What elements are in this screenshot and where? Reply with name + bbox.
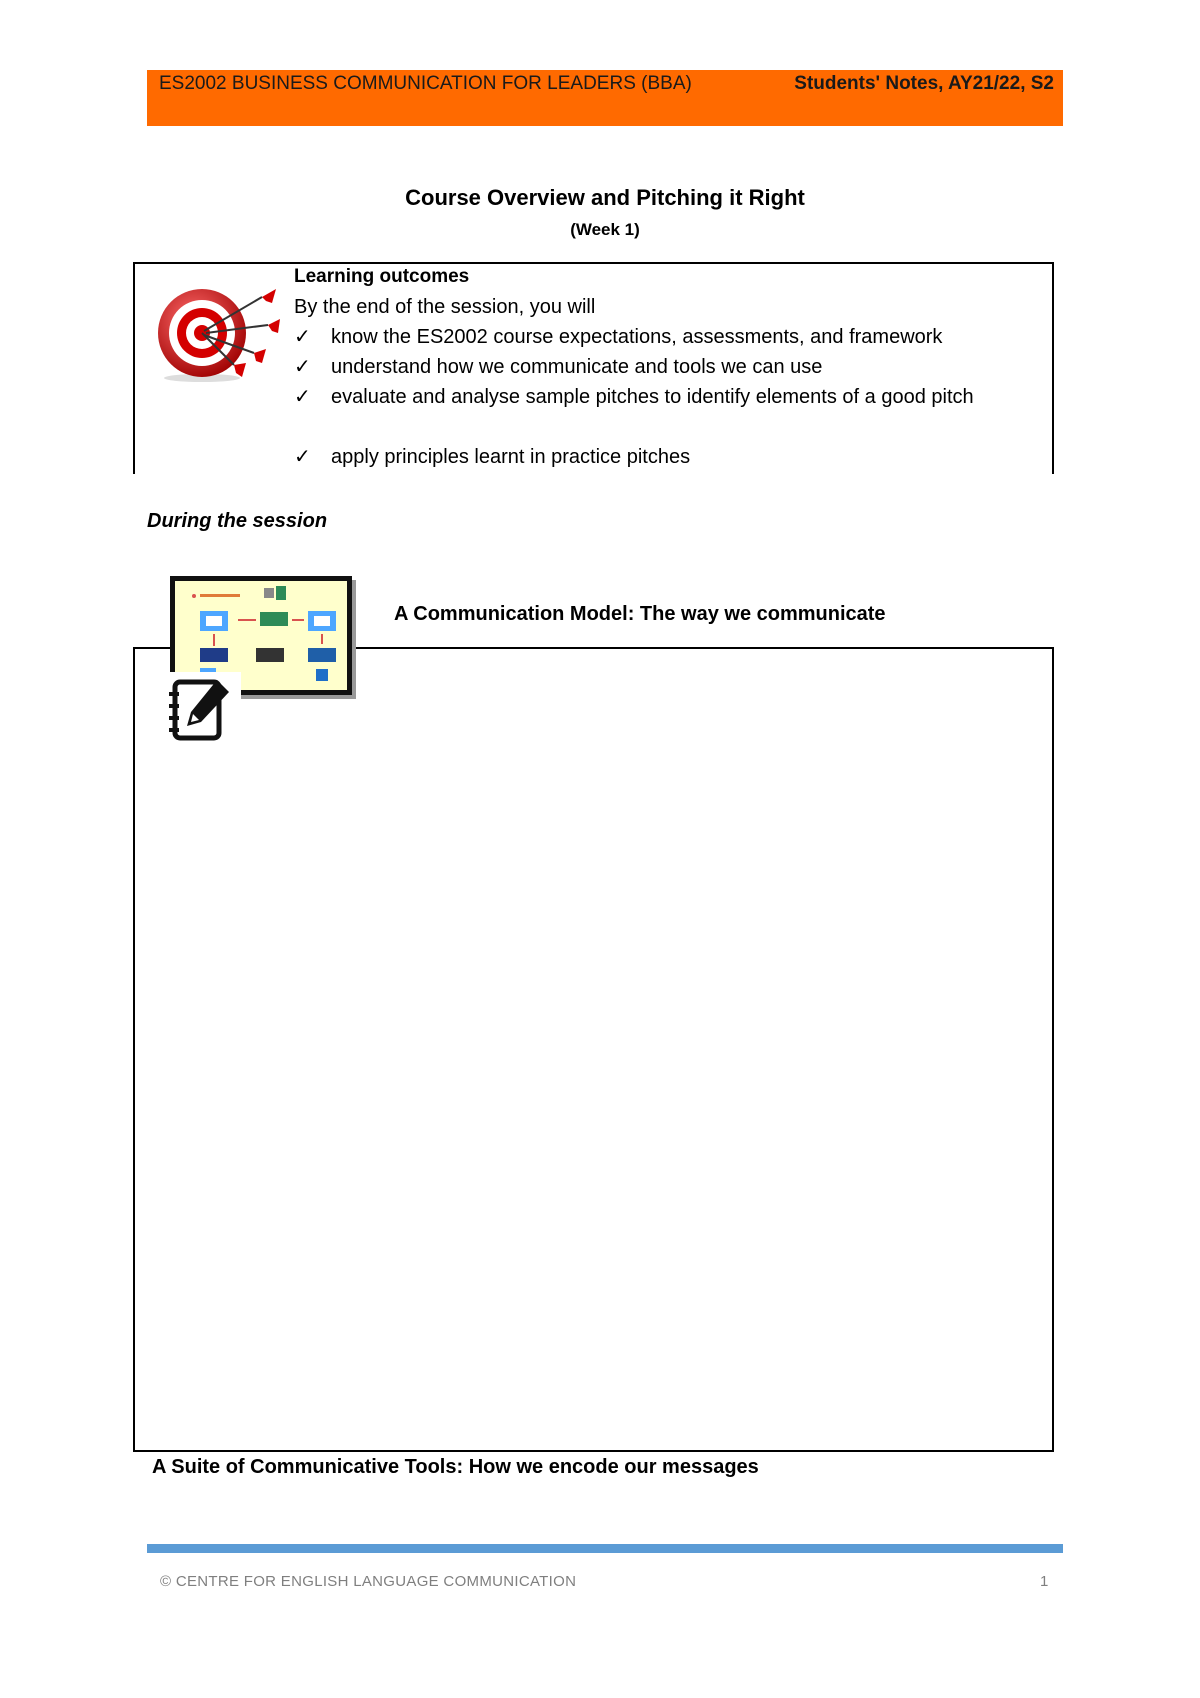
notes-box bbox=[133, 647, 1054, 1452]
learning-outcomes-intro: By the end of the session, you will bbox=[294, 296, 596, 318]
page-subtitle: (Week 1) bbox=[570, 220, 640, 239]
check-icon: ✓ bbox=[294, 356, 311, 378]
check-icon: ✓ bbox=[294, 446, 311, 468]
header-course-title: ES2002 BUSINESS COMMUNICATION FOR LEADERS (BBA) bbox=[159, 73, 692, 94]
target-icon bbox=[150, 283, 280, 383]
footer-rule bbox=[147, 1544, 1063, 1553]
page-number: 1 bbox=[1040, 1573, 1049, 1590]
learning-outcome-item: apply principles learnt in practice pitches bbox=[331, 446, 691, 468]
learning-outcomes-heading: Learning outcomes bbox=[294, 266, 470, 287]
footer-copyright: © CENTRE FOR ENGLISH LANGUAGE COMMUNICATION bbox=[160, 1573, 577, 1590]
learning-outcome-item: evaluate and analyse sample pitches to identify elements of a good pitch bbox=[331, 386, 974, 408]
learning-outcome-item: know the ES2002 course expectations, assessments, and framework bbox=[331, 326, 943, 348]
check-icon: ✓ bbox=[294, 386, 311, 408]
check-icon: ✓ bbox=[294, 326, 311, 348]
notebook-pencil-icon bbox=[163, 672, 241, 750]
communicative-tools-heading: A Suite of Communicative Tools: How we encode our messages bbox=[152, 1456, 759, 1478]
communication-model-heading: A Communication Model: The way we communicate bbox=[394, 603, 886, 625]
learning-outcome-item: understand how we communicate and tools we can use bbox=[331, 356, 823, 378]
header-notes-label: Students' Notes, AY21/22, S2 bbox=[794, 73, 1054, 94]
page-title: Course Overview and Pitching it Right bbox=[405, 185, 805, 210]
session-heading: During the session bbox=[147, 510, 328, 532]
